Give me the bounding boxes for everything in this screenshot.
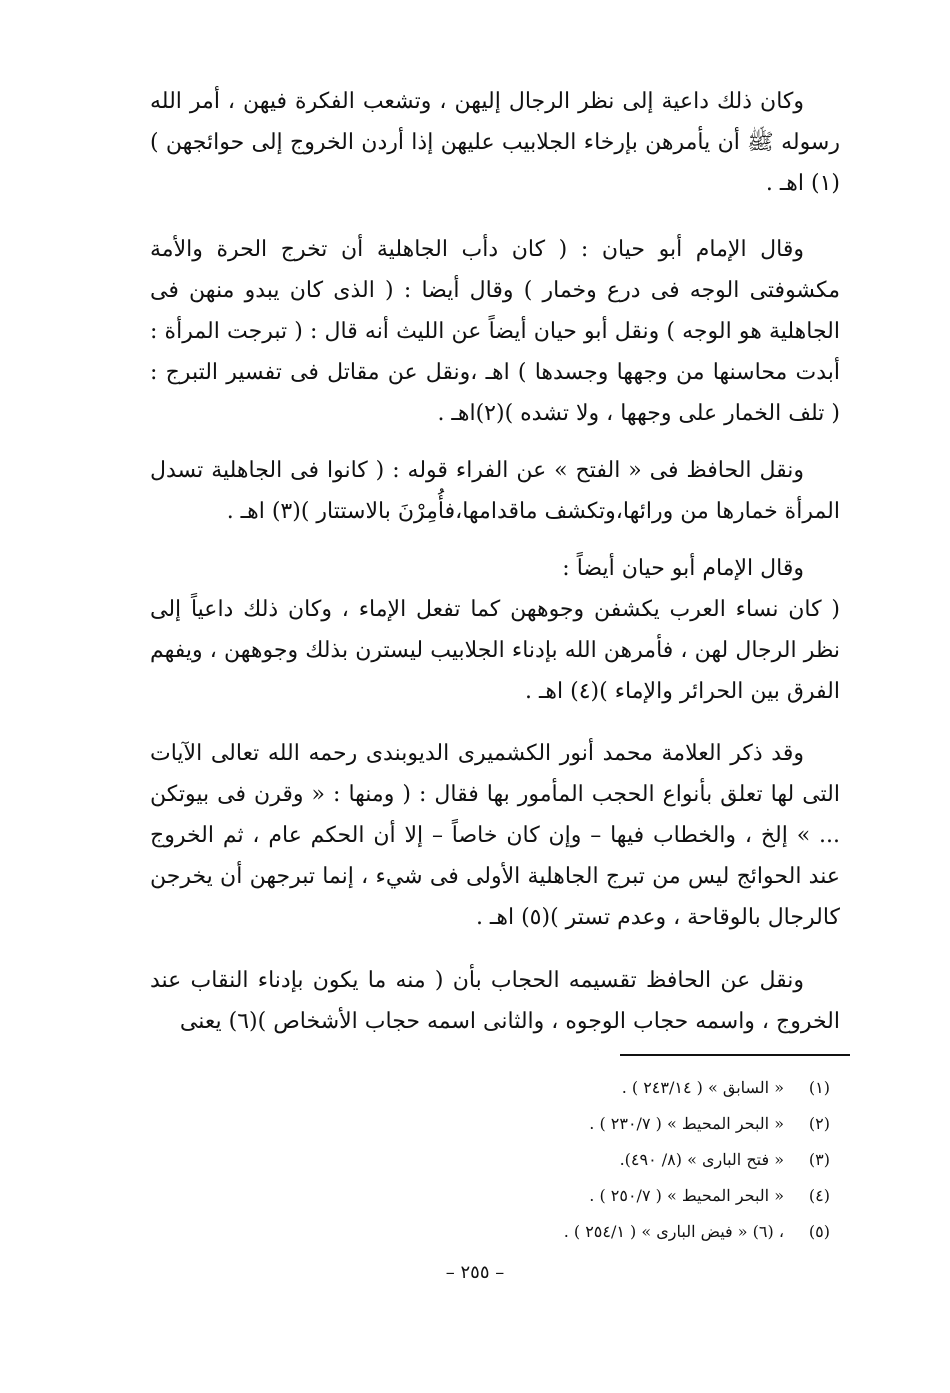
footnote-4	[470, 1178, 830, 1214]
footnote-number: (٤)	[808, 1186, 830, 1205]
footnote-number: (٢)	[808, 1114, 830, 1133]
paragraph-2-text: وقال الإمام أبو حيان : ( كان دأب الجاهلية أن تخرج الحرة والأمة مكشوفتى الوجه فى درع وخمار ) وقال أيضا : ( الذى كان يبدو منهن فى الجاهلية هو الوجه ) ونقل أبو حيان أيضاً عن الليث أنه قال : ( تبرجت المرأة : أبدت محاسنها من وجهها وجسدها ) اهـ ،ونقل عن مقاتل فى تفسير التبرج : ( تلف الخمار على وجهها ، ولا تشده )(٢)اهـ .	[150, 237, 840, 426]
footnote-5-6	[470, 1214, 830, 1250]
paragraph-1	[150, 81, 840, 204]
paragraph-4-heading: وقال الإمام أبو حيان أيضاً :	[562, 556, 804, 581]
paragraph-3	[150, 450, 840, 532]
paragraph-2	[150, 229, 840, 434]
footnote-text: « فتح البارى » (٨/ ٤٩٠).	[619, 1150, 784, 1169]
paragraph-6	[150, 960, 840, 1042]
paragraph-4-quote: ( كان نساء العرب يكشفن وجوههن كما تفعل الإماء ، وكان ذلك داعياً إلى نظر الرجال لهن ، فأمرهن الله بإدناء الجلابيب ليسترن بذلك وجوههن ، ويفهم الفرق بين الحرائر والإماء )(٤) اهـ .	[150, 597, 840, 704]
footnote-text: « السابق » ( ٢٤٣/١٤ ) .	[621, 1078, 784, 1097]
paragraph-5	[150, 733, 840, 938]
paragraph-1-text: وكان ذلك داعية إلى نظر الرجال إليهن ، وتشعب الفكرة فيهن ، أمر الله رسوله ﷺ أن يأمرهن بإرخاء الجلابيب عليهن إذا أردن الخروج إلى حوائجهن )(١) اهـ .	[150, 89, 840, 196]
footnote-text: « البحر المحيط » ( ٢٥٠/٧ ) .	[589, 1186, 784, 1205]
footnote-1	[470, 1070, 830, 1106]
paragraph-4	[150, 548, 840, 712]
footnote-text: « البحر المحيط » ( ٢٣٠/٧ ) .	[589, 1114, 784, 1133]
paragraph-5-text: وقد ذكر العلامة محمد أنور الكشميرى الديوبندى رحمه الله تعالى الآيات التى لها تعلق بأنواع الحجب المأمور بها فقال : ( ومنها : « وقرن فى بيوتكن ... » إلخ ، والخطاب فيها – وإن كان خاصاً – إلا أن الحكم عام ، ثم الخروج عند الحوائج ليس من تبرج الجاهلية الأولى فى شيء ، إنما تبرجهن أن يخرجن كالرجال بالوقاحة ، وعدم تستر )(٥) اهـ .	[150, 741, 840, 930]
footnote-number: (٥)	[808, 1222, 830, 1241]
paragraph-3-text: ونقل الحافظ فى « الفتح » عن الفراء قوله : ( كانوا فى الجاهلية تسدل المرأة خمارها من ورائها،وتكشف ماقدامها،فأُمِرْنَ بالاستتار )(٣) اهـ .	[150, 458, 840, 524]
footnote-number: (٣)	[808, 1150, 830, 1169]
footnotes	[470, 1070, 830, 1250]
page-number: – ٢٥٥ –	[445, 1262, 505, 1283]
footnote-separator	[620, 1054, 850, 1056]
footnote-3	[470, 1142, 830, 1178]
paragraph-6-text: ونقل عن الحافظ تقسيمه الحجاب بأن ( منه ما يكون بإدناء النقاب عند الخروج ، واسمه حجاب الوجوه ، والثانى اسمه حجاب الأشخاص )(٦) يعنى	[150, 968, 840, 1034]
footnote-number: (١)	[808, 1078, 830, 1097]
footnote-2	[470, 1106, 830, 1142]
footnote-text: ، (٦) « فيض البارى » ( ٢٥٤/١ ) .	[563, 1222, 784, 1241]
